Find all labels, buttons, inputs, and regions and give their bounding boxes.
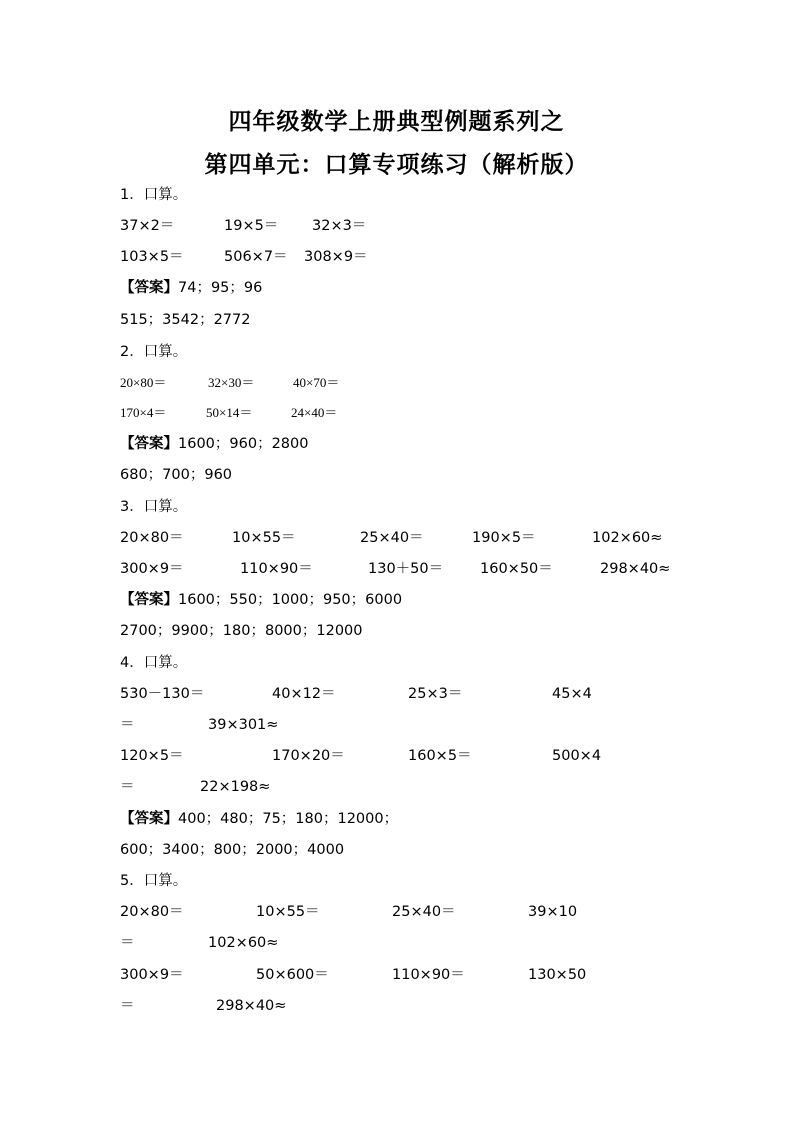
answer-tag: 【答案】 [120, 592, 178, 608]
problem: 110×90＝ [240, 561, 313, 577]
document-subtitle: 第四单元：口算专项练习（解析版） [204, 152, 589, 178]
answer-tag: 【答案】 [120, 811, 178, 827]
question-1-heading: 1．口算。 [120, 187, 188, 203]
problem: 300×9＝ [120, 561, 184, 577]
problem: 20×80＝ [120, 375, 167, 390]
problem: 102×60≈ [208, 935, 279, 951]
problem: 39×10 [528, 904, 578, 920]
problem: 170×20＝ [272, 748, 345, 764]
problem: 39×301≈ [208, 717, 279, 733]
problem: 40×70＝ [293, 375, 340, 390]
problem: 308×9＝ [304, 249, 368, 265]
problem: 298×40≈ [216, 998, 287, 1014]
problem: 19×5＝ [224, 218, 279, 234]
problem: 10×55＝ [232, 530, 296, 546]
question-3-heading: 3．口算。 [120, 499, 188, 515]
question-2-heading: 2．口算。 [120, 344, 188, 360]
answer-tag: 【答案】 [120, 436, 178, 452]
problem: 190×5＝ [472, 530, 536, 546]
answer-tag: 【答案】 [120, 280, 178, 296]
problem: 45×4 [552, 686, 592, 702]
question-3-answer-cont: 2700；9900；180；8000；12000 [120, 623, 363, 639]
question-1-answer [120, 278, 262, 298]
problem: 530－130＝ [120, 686, 205, 702]
problem: 25×40＝ [360, 530, 424, 546]
answer-values: 1600；960；2800 [178, 436, 309, 452]
question-3-answer [120, 590, 402, 610]
problem: 32×30＝ [208, 375, 255, 390]
question-5-heading: 5．口算。 [120, 873, 188, 889]
problem: 160×50＝ [480, 561, 553, 577]
problem: 130＋50＝ [368, 561, 444, 577]
problem: 130×50 [528, 967, 587, 983]
problem: 25×40＝ [392, 904, 456, 920]
problem: 25×3＝ [408, 686, 463, 702]
problem: ＝ [120, 779, 135, 795]
question-2-answer [120, 434, 308, 454]
question-4-answer [120, 809, 398, 829]
problem: 500×4 [552, 748, 602, 764]
problem: 37×2＝ [120, 218, 175, 234]
question-4-answer-cont: 600；3400；800；2000；4000 [120, 842, 345, 858]
problem: ＝ [120, 998, 135, 1014]
problem: 32×3＝ [312, 218, 367, 234]
problem: 50×600＝ [256, 967, 329, 983]
question-1-answer-cont: 515；3542；2772 [120, 312, 251, 328]
problem: 24×40＝ [291, 405, 338, 420]
answer-values: 74；95；96 [178, 280, 263, 296]
problem: ＝ [120, 935, 135, 951]
problem: 20×80＝ [120, 904, 184, 920]
problem: 160×5＝ [408, 748, 472, 764]
question-4-heading: 4．口算。 [120, 655, 188, 671]
problem: 22×198≈ [200, 779, 271, 795]
problem: 110×90＝ [392, 967, 465, 983]
problem: ＝ [120, 717, 135, 733]
problem: 103×5＝ [120, 249, 184, 265]
problem: 298×40≈ [600, 561, 671, 577]
answer-values: 1600；550；1000；950；6000 [178, 592, 403, 608]
answer-values: 400；480；75；180；12000； [178, 811, 399, 827]
problem: 40×12＝ [272, 686, 336, 702]
problem: 20×80＝ [120, 530, 184, 546]
problem: 50×14＝ [206, 405, 253, 420]
problem: 102×60≈ [592, 530, 663, 546]
problem: 10×55＝ [256, 904, 320, 920]
problem: 170×4＝ [120, 405, 167, 420]
problem: 120×5＝ [120, 748, 184, 764]
problem: 506×7＝ [224, 249, 288, 265]
document-title: 四年级数学上册典型例题系列之 [228, 109, 565, 135]
question-2-answer-cont: 680；700；960 [120, 467, 233, 483]
problem: 300×9＝ [120, 967, 184, 983]
